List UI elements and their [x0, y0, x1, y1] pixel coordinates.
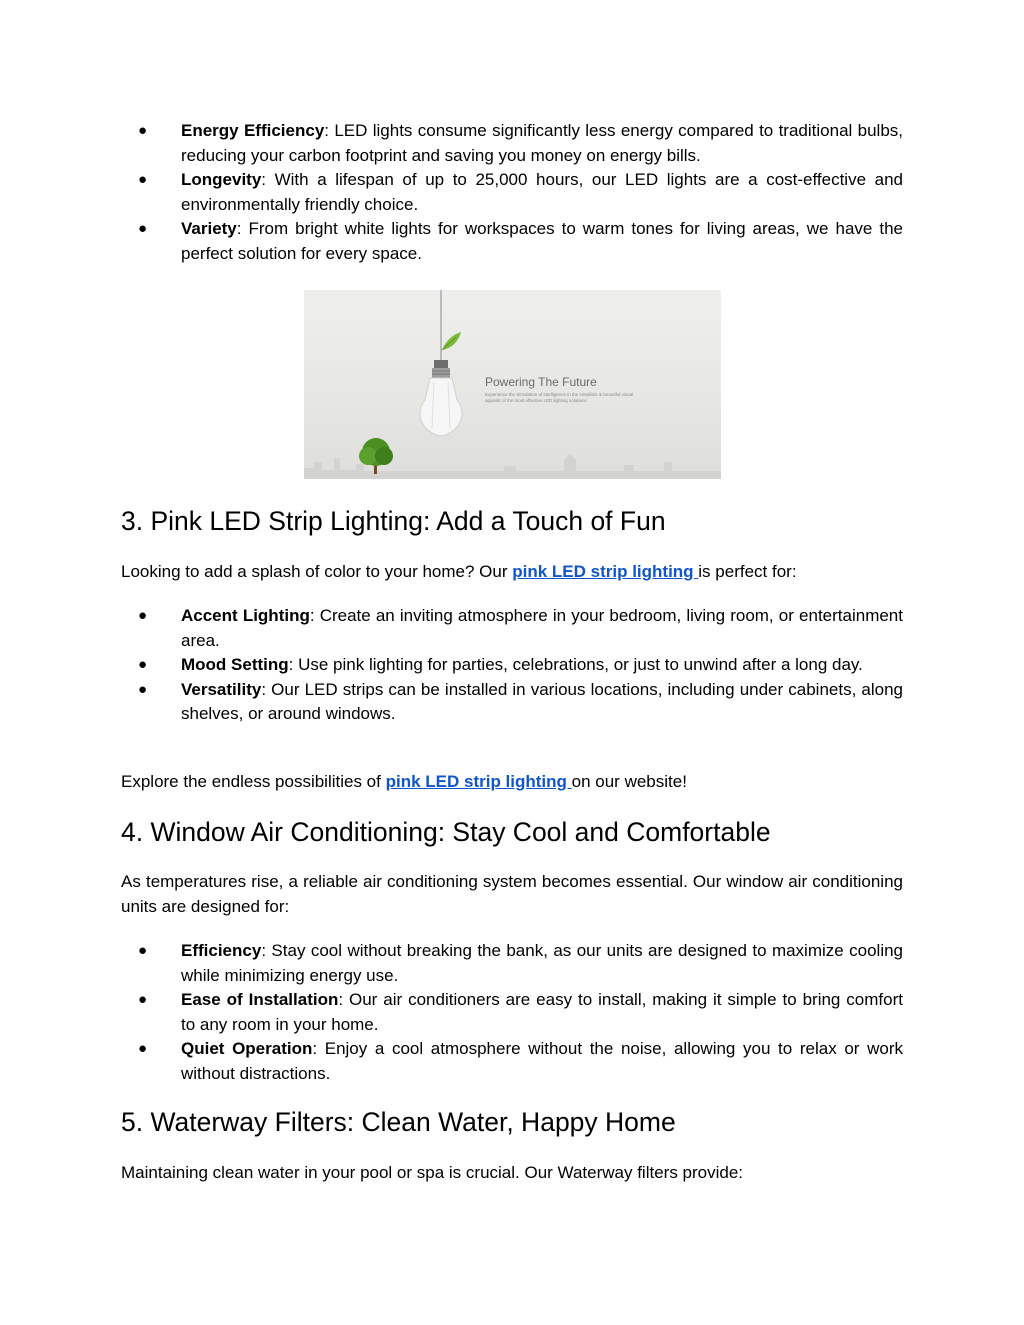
bullet-icon: ● — [138, 656, 148, 673]
pink-led-strip-link[interactable]: pink LED strip lighting — [512, 562, 699, 581]
bullet-icon: ● — [138, 220, 148, 237]
list-item: ● Longevity: With a lifespan of up to 25,000 hours, our LED lights are a cost-effective and environmentally friendly choice. — [138, 170, 903, 214]
section5-intro: Maintaining clean water in your pool or spa is crucial. Our Waterway filters provide: — [121, 1163, 744, 1182]
list-item: ● Variety: From bright white lights for workspaces to warm tones for living areas, we have the perfect solution for every space. — [138, 219, 903, 263]
list-item: ● Ease of Installation: Our air conditioners are easy to install, making it simple to bring comfort to any room in your home. — [138, 990, 903, 1034]
hero-subtitle-line2: appeals of the most effective LED lighting solutions — [485, 398, 587, 403]
section3-list — [121, 604, 903, 727]
section4-heading: 4. Window Air Conditioning: Stay Cool and Comfortable — [121, 817, 771, 847]
list-item: ● Efficiency: Stay cool without breaking the bank, as our units are designed to maximize cooling while minimizing energy use. — [138, 941, 903, 985]
list-item: ● Versatility: Our LED strips can be installed in various locations, including under cabinets, along shelves, or around windows. — [138, 679, 903, 723]
bullet-icon: ● — [138, 680, 148, 698]
led-bulb-illustration — [304, 290, 721, 479]
top-benefits-list — [121, 119, 903, 266]
section4-intro: As temperatures rise, a reliable air conditioning system becomes essential. Our window air conditioning units are designed for: — [121, 872, 903, 916]
list-item: ● Accent Lighting: Create an inviting atmosphere in your bedroom, living room, or entertainment area. — [138, 606, 903, 650]
section3-intro: Looking to add a splash of color to your home? Our pink LED strip lighting is perfect for: — [121, 562, 797, 581]
list-item: ● Energy Efficiency: LED lights consume significantly less energy compared to traditional bulbs, reducing your carbon footprint and saving you money on energy bills. — [138, 121, 903, 165]
powering-future-image — [304, 290, 721, 479]
section4-list — [121, 939, 903, 1086]
section5-heading: 5. Waterway Filters: Clean Water, Happy Home — [121, 1107, 676, 1137]
list-item: ● Quiet Operation: Enjoy a cool atmosphere without the noise, allowing you to relax or work without distractions. — [138, 1039, 903, 1083]
bullet-icon: ● — [138, 942, 148, 959]
section3-heading: 3. Pink LED Strip Lighting: Add a Touch of Fun — [121, 506, 666, 536]
hero-subtitle-line1: Experience the Simulation of intelligence in the simplistic & beautiful visual — [485, 392, 634, 397]
list-item: ● Mood Setting: Use pink lighting for parties, celebrations, or just to unwind after a long day. — [121, 653, 903, 678]
bullet-icon: ● — [138, 607, 148, 624]
section3-outro: Explore the endless possibilities of pink LED strip lighting on our website! — [121, 772, 687, 791]
hero-title: Powering The Future — [485, 375, 597, 389]
bullet-icon: ● — [138, 1040, 148, 1057]
bullet-icon: ● — [138, 122, 148, 139]
pink-led-strip-link-2[interactable]: pink LED strip lighting — [385, 772, 572, 791]
bullet-icon: ● — [138, 171, 148, 188]
bullet-icon: ● — [138, 991, 148, 1008]
